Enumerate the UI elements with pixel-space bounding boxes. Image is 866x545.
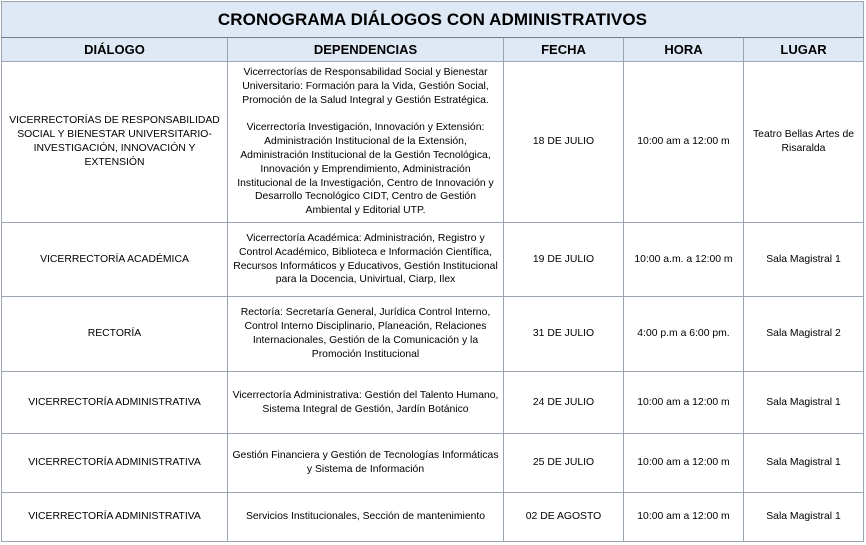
cell-fecha[interactable]: 31 DE JULIO	[504, 297, 624, 372]
cell-hora[interactable]: 10:00 am a 12:00 m	[624, 434, 744, 493]
header-fecha[interactable]: FECHA	[504, 38, 624, 62]
cell-dialogo[interactable]: VICERRECTORÍA ADMINISTRATIVA	[2, 372, 228, 434]
cell-dialogo[interactable]: RECTORÍA	[2, 297, 228, 372]
cell-dependencias[interactable]: Rectoría: Secretaría General, Jurídica Control Interno, Control Interno Disciplinario, Planeación, Relaciones Internacionales, Gestión de la Comunicación y la Promoción Institucional	[228, 297, 504, 372]
cell-dependencias[interactable]	[228, 62, 504, 223]
cell-lugar[interactable]: Sala Magistral 1	[744, 223, 864, 297]
header-dialogo[interactable]: DIÁLOGO	[2, 38, 228, 62]
table-title[interactable]: CRONOGRAMA DIÁLOGOS CON ADMINISTRATIVOS	[2, 2, 864, 38]
cell-hora[interactable]: 10:00 am a 12:00 m	[624, 493, 744, 542]
header-row	[2, 38, 864, 62]
cell-lugar[interactable]: Sala Magistral 1	[744, 434, 864, 493]
cell-dialogo[interactable]: VICERRECTORÍA ACADÉMICA	[2, 223, 228, 297]
cell-dialogo[interactable]: VICERRECTORÍAS DE RESPONSABILIDAD SOCIAL Y BIENESTAR UNIVERSITARIO- INVESTIGACIÓN, INNOVACIÓN Y EXTENSIÓN	[2, 62, 228, 223]
cell-lugar[interactable]: Sala Magistral 1	[744, 372, 864, 434]
header-hora[interactable]: HORA	[624, 38, 744, 62]
cell-dependencias[interactable]: Gestión Financiera y Gestión de Tecnologías Informáticas y Sistema de Información	[228, 434, 504, 493]
cell-hora[interactable]: 4:00 p.m a 6:00 pm.	[624, 297, 744, 372]
cell-dependencias[interactable]: Vicerrectoría Académica: Administración, Registro y Control Académico, Biblioteca e Información Científica, Recursos Informáticos y Educativos, Gestión Institucional para la Docencia, Univirtual, Ciarp, Ilex	[228, 223, 504, 297]
table-row	[2, 223, 864, 297]
table-row	[2, 62, 864, 223]
cell-fecha[interactable]: 19 DE JULIO	[504, 223, 624, 297]
cell-dependencias[interactable]: Servicios Institucionales, Sección de mantenimiento	[228, 493, 504, 542]
schedule-table	[1, 1, 864, 542]
dependencias-text: Vicerrectoría Investigación, Innovación y Extensión: Administración Institucional de la Extensión, Administración Institucional de la Gestión Tecnológica, Innovación y Emprendimiento, Administración Institucional de la Investigación, Centro de Innovación y Desarrollo Tecnológico CIDT, Centro de Gestión Ambiental y Editorial UTP.	[237, 122, 494, 217]
cell-fecha[interactable]: 18 DE JULIO	[504, 62, 624, 223]
cell-fecha[interactable]: 24 DE JULIO	[504, 372, 624, 434]
cell-lugar[interactable]: Sala Magistral 2	[744, 297, 864, 372]
dependencias-text: Vicerrectorías de Responsabilidad Social y Bienestar Universitario: Formación para la Vida, Gestión Social, Promoción de la Salud Integral y Gestión Estratégica.	[242, 67, 489, 106]
header-dependencias[interactable]: DEPENDENCIAS	[228, 38, 504, 62]
cell-fecha[interactable]: 25 DE JULIO	[504, 434, 624, 493]
cell-hora[interactable]: 10:00 am a 12:00 m	[624, 62, 744, 223]
cell-fecha[interactable]: 02 DE AGOSTO	[504, 493, 624, 542]
title-row	[2, 2, 864, 38]
table-row	[2, 297, 864, 372]
header-lugar[interactable]: LUGAR	[744, 38, 864, 62]
cell-lugar[interactable]: Teatro Bellas Artes de Risaralda	[744, 62, 864, 223]
cell-dependencias[interactable]: Vicerrectoría Administrativa: Gestión del Talento Humano, Sistema Integral de Gestión, Jardín Botánico	[228, 372, 504, 434]
table-row	[2, 372, 864, 434]
table-row	[2, 493, 864, 542]
cell-lugar[interactable]: Sala Magistral 1	[744, 493, 864, 542]
table-row	[2, 434, 864, 493]
cell-dialogo[interactable]: VICERRECTORÍA ADMINISTRATIVA	[2, 493, 228, 542]
cell-dialogo[interactable]: VICERRECTORÍA ADMINISTRATIVA	[2, 434, 228, 493]
cell-hora[interactable]: 10:00 am a 12:00 m	[624, 372, 744, 434]
cell-hora[interactable]: 10:00 a.m. a 12:00 m	[624, 223, 744, 297]
